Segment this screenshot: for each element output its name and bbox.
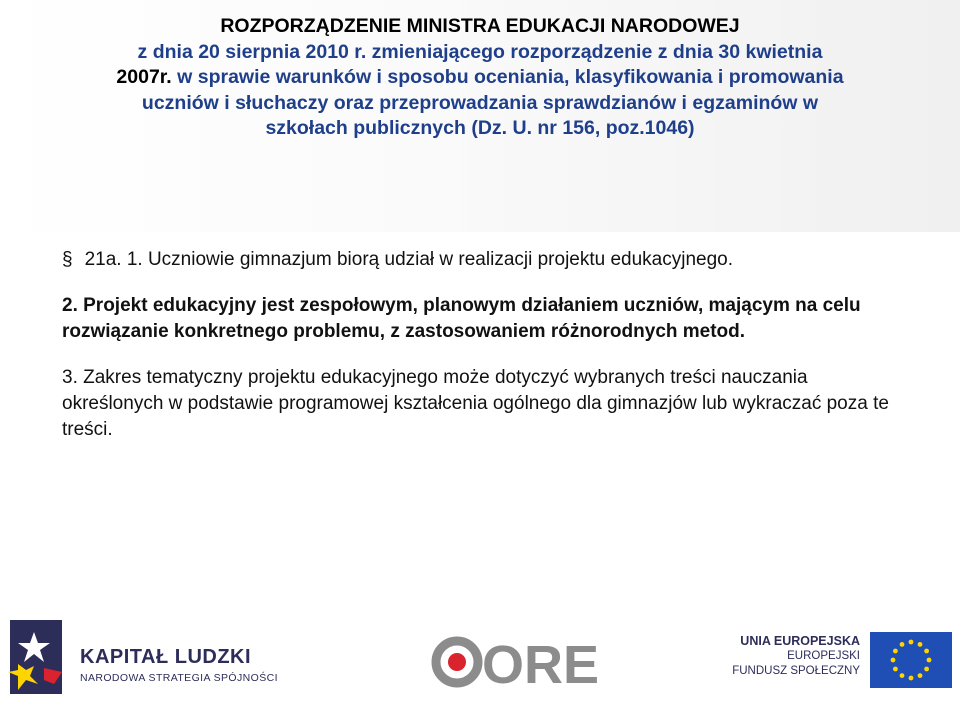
kapital-ludzki-subtitle: NARODOWA STRATEGIA SPÓJNOŚCI [80, 672, 278, 684]
title-line-4: uczniów i słuchaczy oraz przeprowadzania sprawdzianów i egzaminów w [141, 91, 819, 114]
title-year: 2007r. [116, 66, 172, 88]
title-line-3 [60, 65, 900, 91]
title-line-3-rest: w sprawie warunków i sposobu oceniania, klasyfikowania i promowania [171, 66, 844, 88]
paragraph-1-text: 21a. 1. Uczniowie gimnazjum biorą udział w realizacji projektu edukacyjnego. [84, 249, 734, 270]
eu-flag-icon [870, 632, 952, 688]
title-line-2: z dnia 20 sierpnia 2010 r. zmieniającego rozporządzenie z dnia 30 kwietnia [137, 40, 823, 63]
paragraph-2: 2. Projekt edukacyjny jest zespołowym, planowym działaniem uczniów, mającym na celu rozwiązanie konkretnego problemu, z zastosowaniem różnorodnych metod. [62, 295, 861, 342]
page-title [60, 14, 900, 142]
footer-logos [0, 612, 960, 704]
document-body [62, 247, 912, 463]
kapital-ludzki-title: KAPITAŁ LUDZKI [80, 646, 252, 668]
paragraph-1 [62, 247, 912, 273]
eu-line-3: FUNDUSZ SPOŁECZNY [732, 665, 860, 677]
eu-line-1: UNIA EUROPEJSKA [740, 634, 860, 648]
paragraph-3: 3. Zakres tematyczny projektu edukacyjnego może dotyczyć wybranych treści nauczania określonych w podstawie programowej kształcenia ogólnego dla gimnazjów lub wykraczać poza te treści. [62, 367, 889, 440]
section-sign: § [62, 249, 73, 270]
eu-line-2: EUROPEJSKI [787, 650, 860, 662]
ore-logo-icon [430, 634, 600, 695]
title-line-1: ROZPORZĄDZENIE MINISTRA EDUKACJI NARODOWEJ [220, 15, 740, 37]
title-line-5: szkołach publicznych (Dz. U. nr 156, poz.1046) [265, 117, 695, 139]
ore-logo-text: ORE [482, 635, 600, 695]
kapital-ludzki-emblem-icon [4, 614, 66, 700]
eu-text [732, 634, 860, 679]
